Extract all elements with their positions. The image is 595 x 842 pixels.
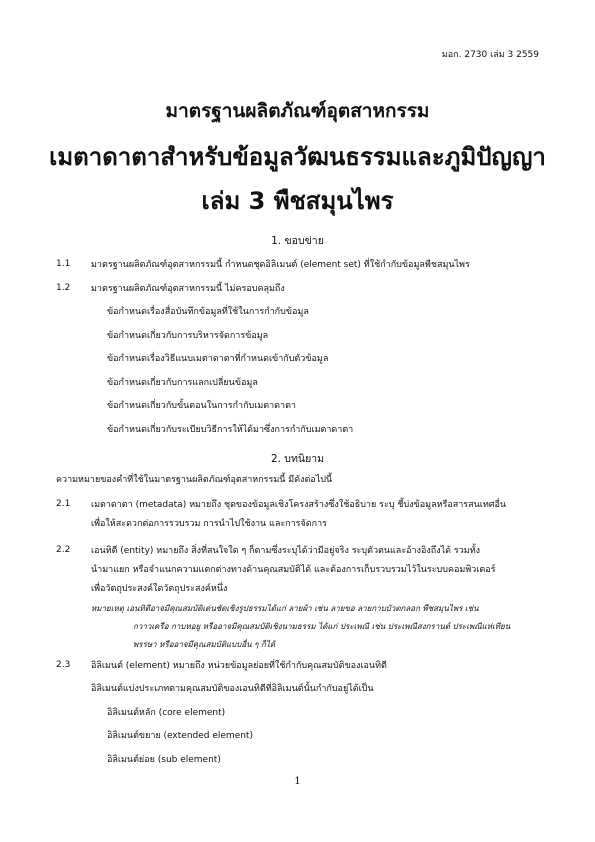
element-type-item: อิลิเมนต์หลัก (core element) bbox=[107, 708, 226, 718]
definition-text: เพื่อวัตถุประสงค์ใดวัตถุประสงค์หนึ่ง bbox=[91, 584, 228, 594]
note-text: พรรษา หรืออาจมีคุณสมบัติแบบอื่น ๆ ก็ได้ bbox=[133, 640, 276, 649]
exclusion-item: ข้อกำหนดเกี่ยวกับขั้นตอนในการกำกับเมตาดาตา bbox=[107, 401, 296, 411]
note-text: กวาวเครือ กาบหอยู หรืออาจมีคุณสมบัติเชิงนามธรรม ได้แก่ ประเพณี เช่น ประเพณีสงกรานต์ ประเพณีแห่เทียน bbox=[133, 622, 511, 631]
note-text: หมายเหตุ เอนทิตีอาจมีคุณสมบัติเด่นชัดเชิงรูปธรรมได้แก่ ลายผ้า เช่น ลายขอ ลายกาบบัวตกลอก พืชสมุนไพร เช่น bbox=[91, 604, 479, 613]
clause-number: 1.1 bbox=[56, 259, 71, 269]
definition-text: เมตาดาตา (metadata) หมายถึง ชุดของข้อมูลเชิงโครงสร้างซึ่งใช้อธิบาย ระบุ ชี้บ่งข้อมูลหรือสารสนเทศอื่น bbox=[91, 500, 507, 510]
document-subtitle: เมตาดาตาสำหรับข้อมูลวัฒนธรรมและภูมิปัญญา bbox=[49, 143, 546, 171]
clause-number: 1.2 bbox=[56, 283, 71, 293]
definitions-intro: ความหมายของคำที่ใช้ในมาตรฐานผลิตภัณฑ์อุตสาหกรรมนี้ มีดังต่อไปนี้ bbox=[56, 475, 333, 485]
section-2-heading: 2. บทนิยาม bbox=[270, 453, 325, 465]
clause-number: 2.1 bbox=[56, 499, 71, 509]
standard-reference: มอก. 2730 เล่ม 3 2559 bbox=[441, 50, 539, 60]
element-type-item: อิลิเมนต์ขยาย (extended element) bbox=[107, 731, 253, 741]
definition-text: อิลิเมนต์ (element) หมายถึง หน่วยข้อมูลย่อยที่ใช้กำกับคุณสมบัติของเอนทิตี bbox=[91, 661, 387, 671]
exclusion-item: ข้อกำหนดเกี่ยวกับการบริหารจัดการข้อมูล bbox=[107, 331, 269, 341]
definition-text: อิลิเมนต์แบ่งประเภทตามคุณสมบัติของเอนทิตีที่อิลิเมนต์นั้นกำกับอยู่ได้เป็น bbox=[91, 684, 374, 694]
definition-text: เอนทิตี (entity) หมายถึง สิ่งที่สนใจใด ๆ ก็ตามซึ่งระบุได้ว่ามีอยู่จริง ระบุตัวตนและอ้างอิงถึงได้ รวมทั้ง bbox=[91, 546, 481, 556]
exclusion-item: ข้อกำหนดเรื่องสื่อบันทึกข้อมูลที่ใช้ในการกำกับข้อมูล bbox=[107, 307, 309, 317]
clause-text: มาตรฐานผลิตภัณฑ์อุตสาหกรรมนี้ กำหนดชุดอิลิเมนต์ (element set) ที่ใช้กำกับข้อมูลพืชสมุนไพร bbox=[91, 260, 470, 270]
clause-number: 2.2 bbox=[56, 545, 71, 555]
exclusion-item: ข้อกำหนดเรื่องวิธีแนบเมตาดาตาที่กำหนดเข้ากับตัวข้อมูล bbox=[107, 354, 329, 364]
section-1-heading: 1. ขอบข่าย bbox=[271, 235, 324, 247]
exclusion-item: ข้อกำหนดเกี่ยวกับระเบียบวิธีการให้ได้มาซึ่งการกำกับเมตาดาตา bbox=[107, 425, 354, 435]
exclusion-item: ข้อกำหนดเกี่ยวกับการแลกเปลี่ยนข้อมูล bbox=[107, 378, 258, 388]
element-type-item: อิลิเมนต์ย่อย (sub element) bbox=[107, 755, 221, 765]
document-title: มาตรฐานผลิตภัณฑ์อุตสาหกรรม bbox=[165, 100, 430, 122]
definition-text: เพื่อให้สะดวกต่อการรวบรวม การนำไปใช้งาน และการจัดการ bbox=[91, 519, 327, 529]
clause-text: มาตรฐานผลิตภัณฑ์อุตสาหกรรมนี้ ไม่ครอบคลุมถึง bbox=[91, 284, 285, 294]
definition-text: นำมาแยก หรือจำแนกความแตกต่างทางด้านคุณสมบัติได้ และต้องการเก็บรวบรวมไว้ในระบบคอมพิวเตอร์ bbox=[91, 565, 496, 575]
clause-number: 2.3 bbox=[56, 660, 71, 670]
document-part-title: เล่ม 3 พืชสมุนไพร bbox=[201, 187, 394, 215]
page-number: 1 bbox=[294, 776, 301, 787]
